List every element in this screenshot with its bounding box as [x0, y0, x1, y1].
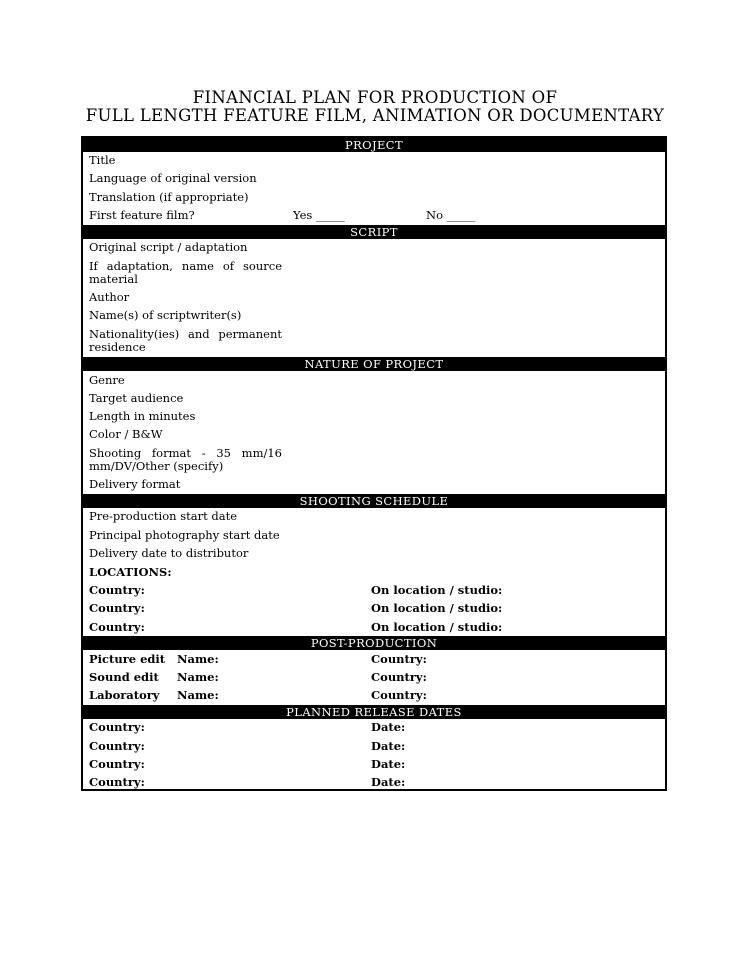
label-original-script: Original script / adaptation	[89, 240, 248, 254]
label-length: Length in minutes	[89, 409, 196, 423]
label-on-location: On location / studio:	[371, 583, 503, 597]
label-name: Name:	[177, 670, 219, 684]
label-country: Country:	[371, 652, 427, 666]
label-release-country: Country:	[89, 720, 145, 734]
label-location-country: Country:	[89, 583, 145, 597]
label-genre: Genre	[89, 373, 125, 387]
label-delivery-format: Delivery format	[89, 477, 181, 491]
label-language: Language of original version	[89, 171, 257, 185]
label-principal-photography: Principal photography start date	[89, 528, 280, 542]
label-name: Name:	[177, 652, 219, 666]
section-header-release-dates: PLANNED RELEASE DATES	[83, 705, 665, 719]
label-release-date: Date:	[371, 775, 406, 789]
section-header-script: SCRIPT	[83, 225, 665, 239]
label-location-country: Country:	[89, 601, 145, 615]
label-release-date: Date:	[371, 757, 406, 771]
label-title: Title	[89, 153, 116, 167]
label-adaptation-source: If adaptation, name of source material	[89, 259, 282, 286]
label-release-date: Date:	[371, 739, 406, 753]
section-header-post-production: POST-PRODUCTION	[83, 636, 665, 650]
label-translation: Translation (if appropriate)	[89, 190, 249, 204]
label-country: Country:	[371, 688, 427, 702]
label-scriptwriters: Name(s) of scriptwriter(s)	[89, 308, 242, 322]
label-preproduction: Pre-production start date	[89, 509, 238, 523]
label-release-country: Country:	[89, 757, 145, 771]
label-target-audience: Target audience	[89, 391, 184, 405]
label-author: Author	[89, 290, 130, 304]
label-color: Color / B&W	[89, 427, 163, 441]
label-release-country: Country:	[89, 739, 145, 753]
section-header-nature: NATURE OF PROJECT	[83, 357, 665, 371]
label-laboratory: Laboratory	[89, 688, 160, 702]
label-sound-edit: Sound edit	[89, 670, 159, 684]
label-first-feature: First feature film?	[89, 208, 195, 222]
no-field[interactable]: No _____	[426, 208, 476, 222]
label-delivery-date: Delivery date to distributor	[89, 546, 249, 560]
document-title-line-1: FINANCIAL PLAN FOR PRODUCTION OF	[192, 88, 558, 107]
section-header-project: PROJECT	[83, 138, 665, 152]
label-name: Name:	[177, 688, 219, 702]
yes-field[interactable]: Yes _____	[293, 208, 345, 222]
financial-plan-form	[81, 136, 667, 791]
label-location-country: Country:	[89, 620, 145, 634]
label-locations: LOCATIONS:	[89, 565, 172, 579]
section-header-schedule: SHOOTING SCHEDULE	[83, 494, 665, 508]
label-picture-edit: Picture edit	[89, 652, 166, 666]
document-title-line-2: FULL LENGTH FEATURE FILM, ANIMATION OR DOCUMENTARY	[85, 106, 665, 125]
label-nationality: Nationality(ies) and permanent residence	[89, 327, 282, 354]
label-on-location: On location / studio:	[371, 601, 503, 615]
label-release-date: Date:	[371, 720, 406, 734]
label-shooting-format: Shooting format - 35 mm/16 mm/DV/Other (specify)	[89, 446, 282, 473]
label-on-location: On location / studio:	[371, 620, 503, 634]
label-release-country: Country:	[89, 775, 145, 789]
label-country: Country:	[371, 670, 427, 684]
